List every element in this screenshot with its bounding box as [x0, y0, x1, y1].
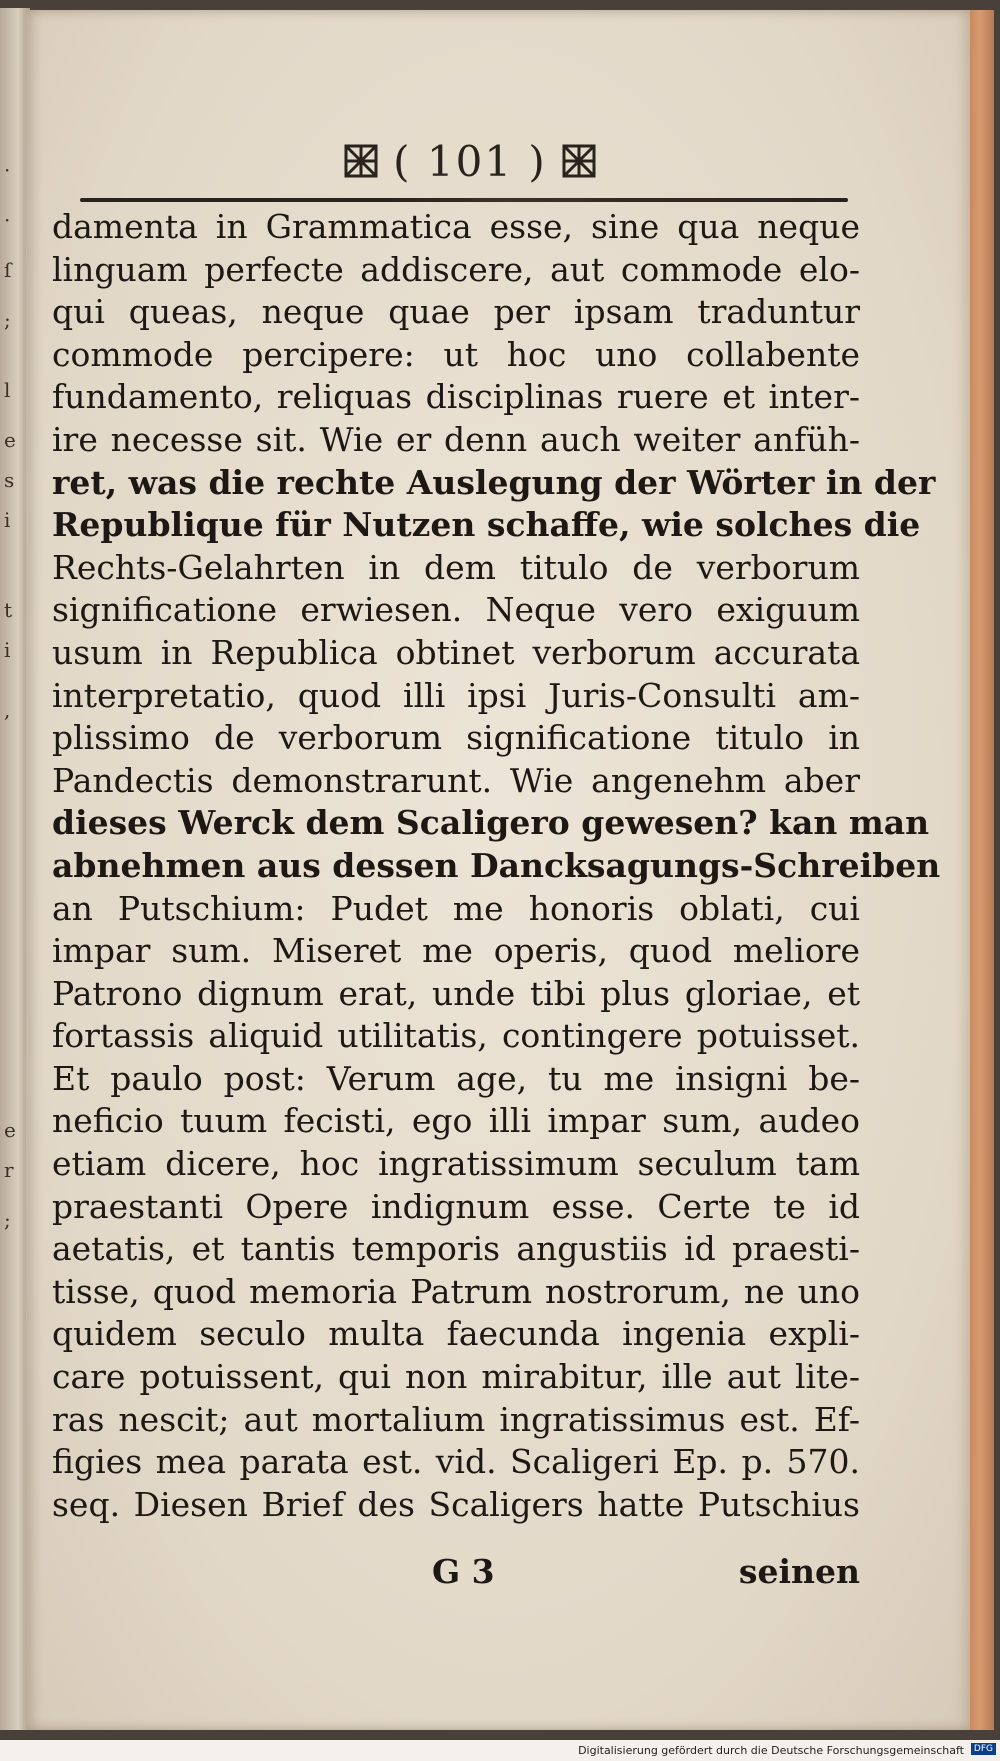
digitization-credit-bar [0, 1740, 1000, 1761]
text-line: ret, was die rechte Auslegung der Wörter in der [52, 462, 936, 502]
text-line: aetatis, et tantis temporis angustiis id praesti- [52, 1229, 860, 1269]
signature-mark: G 3 [432, 1552, 495, 1591]
text-line: Pandectis demonstrarunt. Wie angenehm aber [52, 760, 860, 800]
body-text [52, 206, 941, 1526]
text-line: fundamento, reliquas disciplinas ruere et inter- [52, 377, 860, 417]
edge-glyph: · [4, 158, 11, 182]
text-line: an Putschium: Pudet me honoris oblati, cui [52, 888, 860, 928]
text-line: quidem seculo multa faecunda ingenia expli- [52, 1314, 860, 1354]
text-line: commode percipere: ut hoc uno collabente [52, 334, 860, 374]
page-number: ( 101 ) [393, 137, 547, 186]
edge-glyph: ; [4, 308, 11, 332]
catchword: seinen [738, 1552, 860, 1591]
edge-glyph: i [4, 508, 11, 532]
text-line: interpretatio, quod illi ipsi Juris-Consulti am- [52, 675, 860, 715]
text-line: plissimo de verborum significatione titulo in [52, 718, 860, 758]
edge-glyph: s [4, 468, 15, 492]
text-line: impar sum. Miseret me operis, quod meliore [52, 931, 860, 971]
dfg-logo: DFG [971, 1743, 996, 1755]
text-line: tisse, quod memoria Patrum nostrorum, ne uno [52, 1271, 860, 1311]
ornament-right-icon [562, 144, 596, 178]
edge-glyph: i [4, 638, 11, 662]
text-line: linguam perfecte addiscere, aut commode elo- [52, 249, 860, 289]
page-fore-edge [970, 10, 994, 1730]
text-line: Rechts-Gelahrten in dem titulo de verborum [52, 547, 860, 587]
edge-glyph: , [4, 698, 11, 722]
text-line: ire necesse sit. Wie er denn auch weiter anfüh- [52, 419, 860, 459]
text-line: dieses Werck dem Scaligero gewesen? kan man [52, 803, 930, 843]
page-footer-marks [52, 1552, 860, 1602]
page-header [320, 137, 620, 187]
text-line: fortassis aliquid utilitatis, contingere potuisset. [52, 1016, 860, 1056]
ornament-left-icon [344, 144, 378, 178]
edge-glyph: · [4, 208, 11, 232]
text-line: figies mea parata est. vid. Scaligeri Ep. p. 570. [52, 1442, 860, 1482]
edge-glyph: e [4, 428, 16, 452]
edge-glyph: r [4, 1158, 14, 1182]
text-line: abnehmen aus dessen Dancksagungs-Schreiben [52, 845, 941, 885]
edge-glyph: e [4, 1118, 16, 1142]
text-line: damenta in Grammatica esse, sine qua neque [52, 207, 860, 246]
text-line: praestanti Opere indignum esse. Certe te id [52, 1186, 860, 1226]
text-line: Republique für Nutzen schaffe, wie solches die [52, 505, 921, 545]
text-line: significatione erwiesen. Neque vero exiguum [52, 590, 860, 630]
edge-glyph: t [4, 598, 13, 622]
digitization-credit: Digitalisierung gefördert durch die Deutsche Forschungsgemeinschaft [578, 1744, 964, 1757]
edge-glyph: ſ [4, 258, 12, 282]
edge-glyph: l [4, 378, 11, 402]
text-line: ras nescit; aut mortalium ingratissimus est. Ef- [52, 1399, 860, 1439]
edge-glyph: ; [4, 1208, 11, 1232]
text-line: Et paulo post: Verum age, tu me insigni be- [52, 1058, 860, 1098]
text-line: care potuissent, qui non mirabitur, ille aut lite- [52, 1357, 860, 1397]
text-line: qui queas, neque quae per ipsam traduntur [52, 292, 860, 332]
text-line: seq. Diesen Brief des Scaligers hatte Putschius [52, 1484, 860, 1524]
text-line: etiam dicere, hoc ingratissimum seculum tam [52, 1144, 860, 1184]
text-line: Patrono dignum erat, unde tibi plus gloriae, et [52, 973, 860, 1013]
text-line: neficio tuum fecisti, ego illi impar sum, audeo [52, 1101, 860, 1141]
header-rule [80, 198, 848, 202]
text-line: usum in Republica obtinet verborum accurata [52, 632, 860, 672]
